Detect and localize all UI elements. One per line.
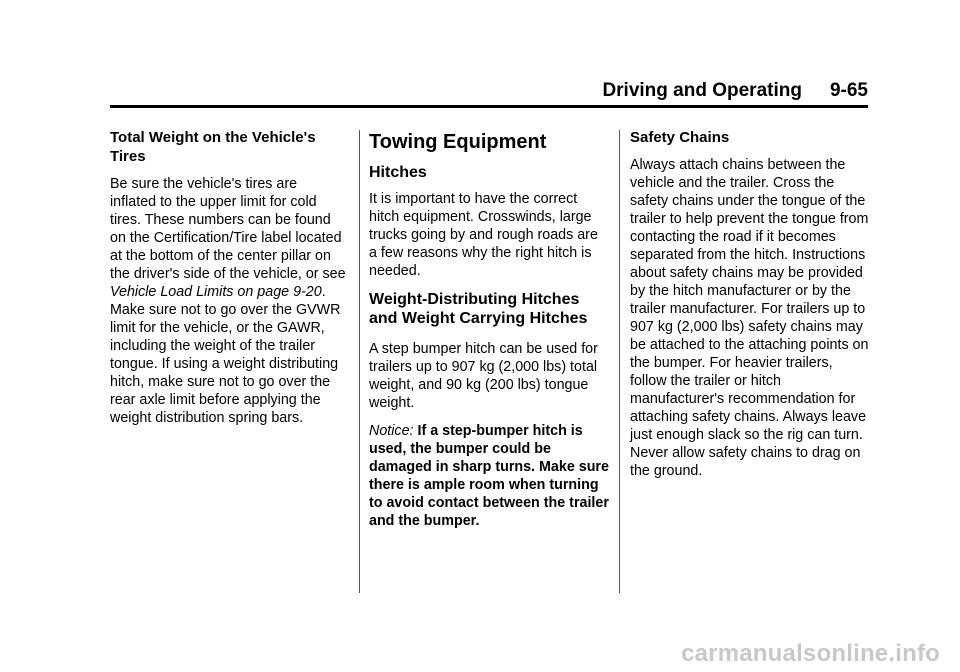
column-2 (369, 128, 609, 540)
towing-equipment-title: Towing Equipment (369, 131, 547, 153)
total-weight-text-2: . Make sure not to go over the GVWR limit for the vehicle, or the GAWR, including the weight of the trailer tongue. If using a weight distributing hitch, make sure not to go over the rear axle limit before applying the weight distribution spring bars. (110, 284, 341, 426)
load-limits-link[interactable]: Vehicle Load Limits on page 9-20 (110, 284, 322, 300)
total-weight-text-1: Be sure the vehicle's tires are inflated to the upper limit for cold tires. These numbers can be found on the Certification/Tire label located at the bottom of the center pillar on the driver's side of the vehicle, or see (110, 176, 346, 282)
notice-text: If a step-bumper hitch is used, the bumper could be damaged in sharp turns. Make sure there is ample room when turning to avoid contact between the trailer and the bumper. (369, 423, 609, 529)
watermark: carmanualsonline.info (681, 640, 940, 667)
page-header (110, 80, 868, 102)
column-3 (630, 128, 870, 490)
weight-distributing-paragraph: A step bumper hitch can be used for trailers up to 907 kg (2,000 lbs) total weight, and 90 kg (200 lbs) tongue weight. (369, 341, 598, 411)
notice-paragraph (369, 422, 609, 530)
section-title: Driving and Operating (602, 80, 802, 101)
column-divider-2 (619, 130, 620, 593)
column-divider-1 (359, 130, 360, 593)
header-rule (110, 105, 868, 108)
column-1 (110, 128, 346, 437)
section-heading-total-weight: Total Weight on the Vehicle's Tires (110, 129, 316, 165)
notice-label: Notice: (369, 423, 414, 439)
weight-distributing-heading: Weight-Distributing Hitches and Weight Carrying Hitches (369, 291, 588, 327)
page-number: 9-65 (829, 80, 868, 101)
hitches-paragraph: It is important to have the correct hitch equipment. Crosswinds, large trucks going by and rough roads are a few reasons why the right hitch is needed. (369, 191, 598, 279)
safety-chains-paragraph: Always attach chains between the vehicle and the trailer. Cross the safety chains under the tongue of the trailer to help prevent the tongue from contacting the road if it becomes separated from the hitch. Instructions about safety chains may be provided by the hitch manufacturer or by the trailer manufacturer. For trailers up to 907 kg (2,000 lbs) safety chains may be attached to the attaching points on the bumper. For heavier trailers, follow the trailer or hitch manufacturer's recommendation for attaching safety chains. Always leave just enough slack so the rig can turn. Never allow safety chains to drag on the ground. (630, 157, 869, 479)
hitches-heading: Hitches (369, 164, 427, 181)
safety-chains-heading: Safety Chains (630, 129, 730, 146)
total-weight-paragraph (110, 175, 346, 427)
